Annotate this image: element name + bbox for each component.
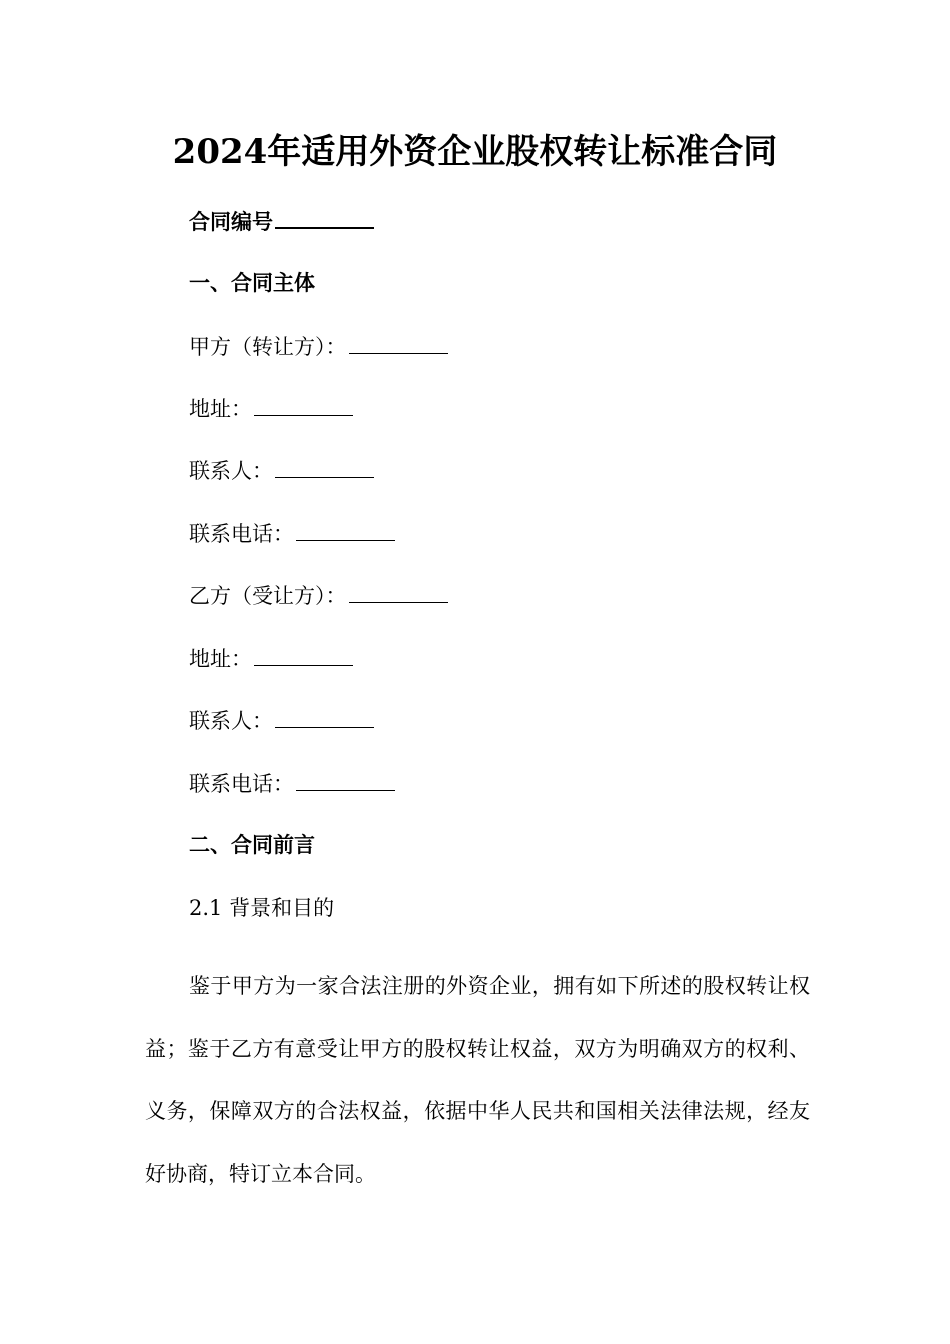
contract-number-line [189,205,374,237]
contract-number-label: 合同编号 [189,210,273,234]
document-title: 2024年适用外资企业股权转让标准合同 [172,132,778,172]
party-a-blank [349,331,448,354]
party-a-contact-line [189,455,374,486]
party-a-phone-label: 联系电话： [189,522,294,546]
section-2-heading: 二、合同前言 [189,833,315,857]
preamble-paragraph: 鉴于甲方为一家合法注册的外资企业，拥有如下所述的股权转让权益；鉴于乙方有意受让甲方的股权转让权益，双方为明确双方的权利、义务，保障双方的合法权益，依据中华人民共和国相关法律法规，经友好协商，特订立本合同。 [145,974,810,1186]
party-a-contact-blank [275,455,374,478]
party-a-phone-line [189,518,395,549]
party-b-blank [349,580,448,603]
party-a-address-label: 地址： [189,397,252,421]
party-b-contact-blank [275,705,374,728]
party-b-phone-line [189,768,395,799]
party-a-label: 甲方（转让方）： [189,335,347,359]
party-b-line [189,580,448,611]
party-b-phone-label: 联系电话： [189,772,294,796]
party-b-address-line [189,643,353,674]
section-1-heading: 一、合同主体 [189,271,315,295]
party-b-contact-line [189,705,374,736]
party-b-address-blank [254,643,353,666]
party-a-address-line [189,393,353,424]
party-b-address-label: 地址： [189,647,252,671]
party-b-phone-blank [296,768,395,791]
party-a-address-blank [254,393,353,416]
party-a-contact-label: 联系人： [189,459,273,483]
party-a-line [189,331,448,362]
party-b-label: 乙方（受让方）： [189,584,347,608]
party-b-contact-label: 联系人： [189,709,273,733]
party-a-phone-blank [296,518,395,541]
subsection-2-1-heading: 2.1 背景和目的 [189,896,335,920]
contract-number-blank [275,205,374,229]
